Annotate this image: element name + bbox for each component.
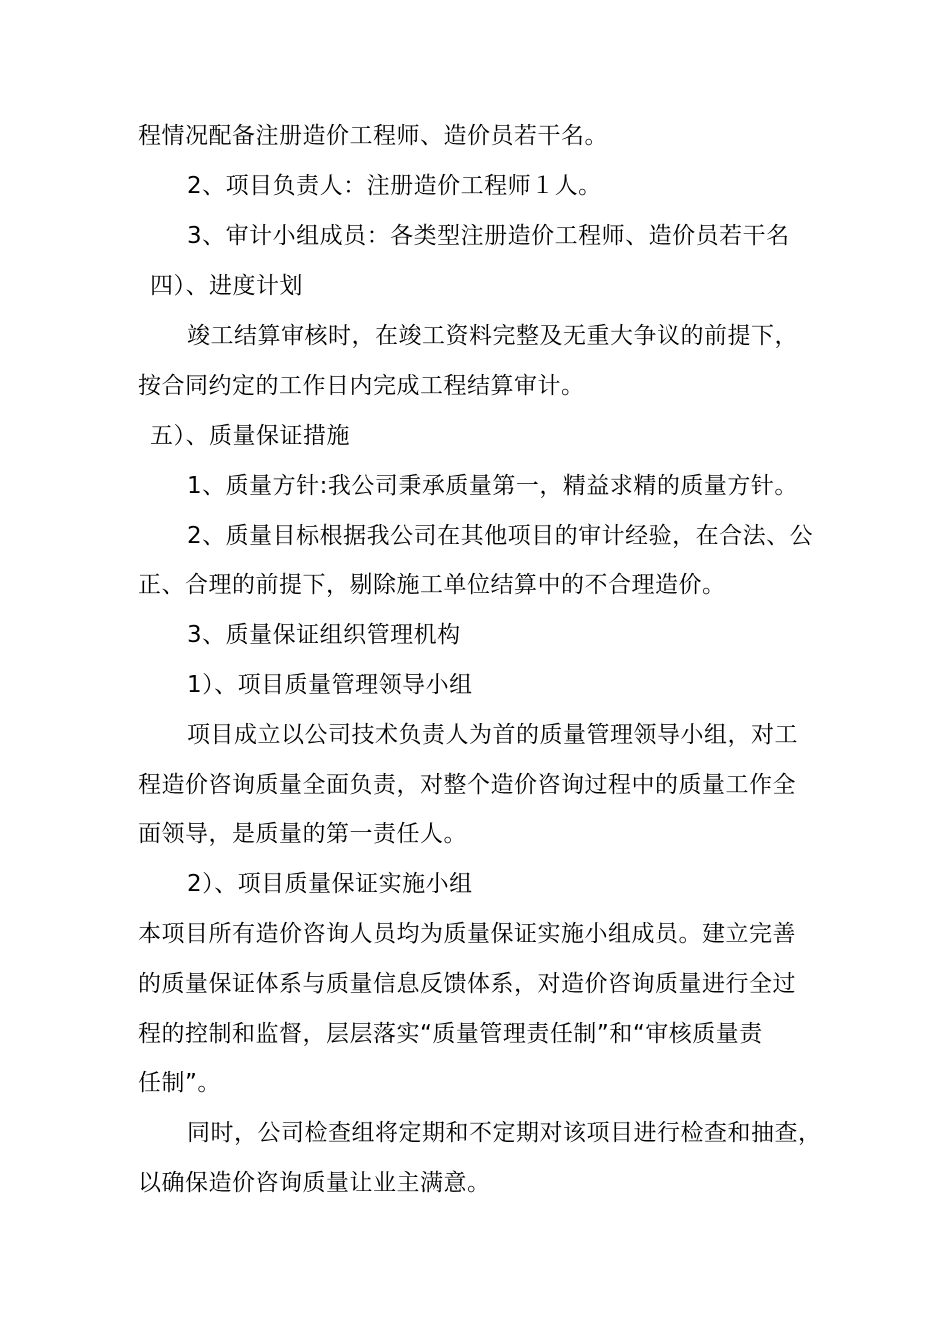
text-line: 程情况配备注册造价工程师、造价员若干名。 [138, 123, 608, 149]
section-heading: 四）、进度计划 [150, 273, 303, 299]
text-line: 程的控制和监督，层层落实“质量管理责任制”和“审核质量责 [138, 1021, 763, 1047]
section-heading: 五）、质量保证措施 [150, 423, 350, 449]
text-line: 项目成立以公司技术负责人为首的质量管理领导小组，对工 [187, 722, 798, 748]
text-line: 面领导，是质量的第一责任人。 [138, 821, 467, 847]
text-line: 3、审计小组成员：各类型注册造价工程师、造价员若干名 [187, 223, 790, 249]
text-line: 2）、项目质量保证实施小组 [187, 871, 473, 897]
text-line: 1、质量方针:我公司秉承质量第一，精益求精的质量方针。 [187, 473, 798, 499]
text-line: 竣工结算审核时，在竣工资料完整及无重大争议的前提下， [187, 323, 798, 349]
text-line: 程造价咨询质量全面负责，对整个造价咨询过程中的质量工作全 [138, 772, 796, 798]
text-line: 2、项目负责人：注册造价工程师１人。 [187, 173, 602, 199]
text-line: 3、质量保证组织管理机构 [187, 622, 461, 648]
text-line: 的质量保证体系与质量信息反馈体系，对造价咨询质量进行全过 [138, 971, 796, 997]
text-line: 以确保造价咨询质量让业主满意。 [138, 1170, 491, 1196]
text-line: 2、质量目标根据我公司在其他项目的审计经验，在合法、公 [187, 523, 814, 549]
text-line: 1）、项目质量管理领导小组 [187, 672, 473, 698]
text-line: 同时，公司检查组将定期和不定期对该项目进行检查和抽查， [187, 1120, 822, 1146]
text-line: 正、合理的前提下，剔除施工单位结算中的不合理造价。 [138, 572, 726, 598]
text-line: 任制”。 [138, 1070, 221, 1096]
text-line: 按合同约定的工作日内完成工程结算审计。 [138, 373, 585, 399]
text-line: 本项目所有造价咨询人员均为质量保证实施小组成员。建立完善 [138, 921, 796, 947]
